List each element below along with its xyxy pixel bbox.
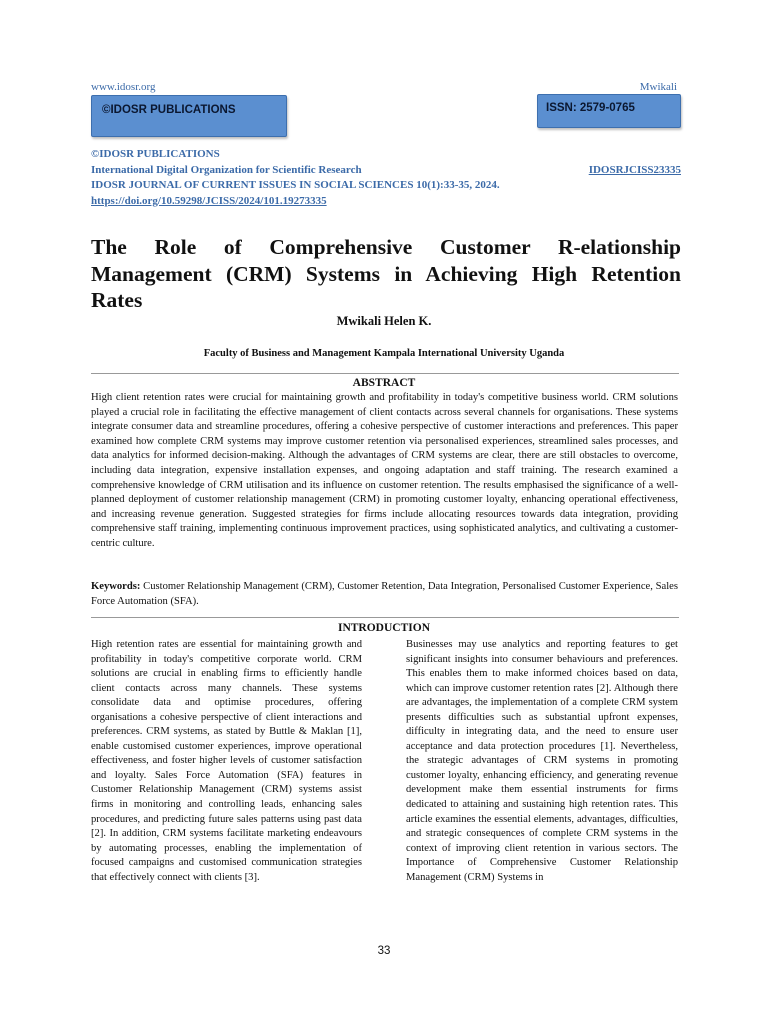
author-affiliation: Faculty of Business and Management Kampala International University Uganda bbox=[203, 348, 565, 359]
site-url[interactable]: www.idosr.org bbox=[91, 81, 156, 93]
doi-link[interactable]: https://doi.org/10.59298/JCISS/2024/101.19273335 bbox=[91, 194, 327, 207]
publication-info bbox=[91, 147, 681, 209]
abstract-heading: ABSTRACT bbox=[352, 377, 416, 389]
page-number: 33 bbox=[377, 945, 391, 957]
introduction-right-column: Businesses may use analytics and reporting features to get significant insights into consumer behaviours and preferences. This enables them to make informed choices based on data, which can improve customer retention rates [2]. Although there are advantages, the implementation of a complete CRM system presents difficulties such as substantial upfront expenses, difficulty in integrating data, and the need to ensure user acceptance and data protection procedures [1]. Nevertheless, the strategic advantages of CRM systems in promoting customer loyalty, enhancing efficiency, and generating revenue development make them essential instruments for firms dedicated to attaining and sustaining high retention rates. This article examines the essential elements, advantages, difficulties, and strategic consequences of complete CRM systems in the context of improving client retention in various sectors. The Importance of Comprehensive Customer Relationship Management (CRM) Systems in bbox=[406, 639, 678, 883]
abstract-body: High client retention rates were crucial for maintaining growth and profitability in today's competitive business world. CRM solutions played a crucial role in facilitating the effective management of client contacts across several channels for organisations. These systems integrate consumer data and streamline procedures, offering a cohesive perspective of customer interactions and preferences. This paper examined how complete CRM systems may improve customer retention via personalised experiences, streamlined sales processes, and data analytics for informed decision-making. Although the advantages of CRM systems are clear, there are still obstacles to overcome, including data integration, expensive installation expenses, and ongoing adaptation and staff training. The research examined a comprehensive knowledge of CRM utilisation and its influence on customer retention. The results emphasised the significance of a well-planned deployment of customer relationship management (CRM) in promoting customer loyalty, enhancing operational effectiveness, and increasing revenue generation. Suggested strategies for firms include allocating resources towards data integration, providing comprehensive staff training, implementing continuous improvement practices, using sophisticated analytics, and cultivating a customer-centric culture. bbox=[91, 392, 678, 549]
journal-line: IDOSR JOURNAL OF CURRENT ISSUES IN SOCIAL SCIENCES 10(1):33-35, 2024. bbox=[91, 179, 500, 191]
keywords-list: Customer Relationship Management (CRM), Customer Retention, Data Integration, Personalised Customer Experience, Sales Force Automation (SFA). bbox=[91, 581, 678, 607]
abstract-top-divider bbox=[91, 373, 679, 374]
organization-line bbox=[91, 163, 681, 179]
introduction-left-column: High retention rates are essential for maintaining growth and profitability in today's competitive corporate world. CRM solutions are crucial in enabling firms to efficiently handle client contacts across many channels. These systems consolidate data and optimise procedures, offering organisations a cohesive perspective of client interactions and preferences. CRM systems, as stated by Buttle & Maklan [1], enable customised customer experiences, improve operational effectiveness, and foster higher levels of customer satisfaction and loyalty. Sales Force Automation (SFA) features in Customer Relationship Management (CRM) systems assist firms in monitoring and controlling leads, enhancing sales procedures, and predicting future sales patterns using past data [2]. In addition, CRM systems facilitate marketing endeavours by automating processes, enabling the implementation of focused campaigns and customised communication strategies that effectively connect with clients [3]. bbox=[91, 639, 362, 883]
organization-name: International Digital Organization for Scientific Research bbox=[91, 163, 362, 176]
running-author: Mwikali bbox=[639, 81, 677, 93]
abstract-bottom-divider bbox=[91, 617, 679, 618]
introduction-heading: INTRODUCTION bbox=[337, 622, 430, 634]
publisher-banner-label: ©IDOSR PUBLICATIONS bbox=[102, 104, 236, 116]
article-author: Mwikali Helen K. bbox=[336, 314, 432, 328]
issn-banner-label: ISSN: 2579-0765 bbox=[546, 102, 635, 114]
publisher-line: ©IDOSR PUBLICATIONS bbox=[91, 148, 220, 160]
keywords bbox=[91, 580, 678, 609]
article-code-link[interactable]: IDOSRJCISS23335 bbox=[588, 163, 681, 176]
article-title: The Role of Comprehensive Customer R-elationship Management (CRM) Systems in Achieving High Retention Rates bbox=[91, 235, 681, 312]
publisher-banner bbox=[91, 95, 287, 137]
issn-banner bbox=[537, 94, 681, 128]
keywords-label: Keywords: bbox=[91, 581, 141, 592]
